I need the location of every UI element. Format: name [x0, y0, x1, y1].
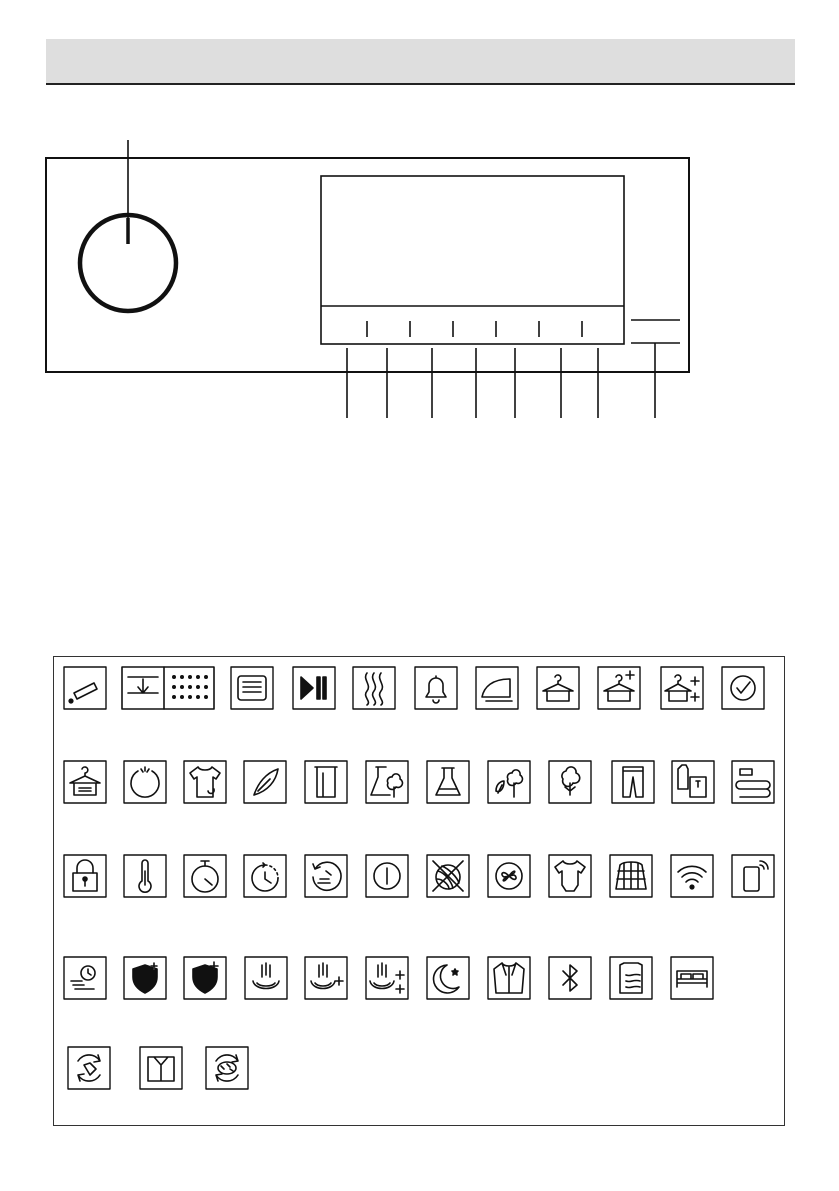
- water-hardness-icon: [122, 667, 214, 709]
- flask-cotton-icon: [366, 761, 408, 803]
- fan-icon: [488, 855, 530, 897]
- start-pause-icon: [293, 667, 335, 709]
- baby-icon: [549, 855, 591, 897]
- cotton-icon: [549, 761, 591, 803]
- self-clean-icon: [206, 1047, 248, 1089]
- hanger-cupboard-icon: [64, 761, 106, 803]
- jacket-icon: [488, 957, 530, 999]
- rinse-timer-icon: [305, 855, 347, 897]
- drum-clean-icon: [68, 1047, 110, 1089]
- quick-icon: [124, 761, 166, 803]
- checkmark-icon: [722, 667, 764, 709]
- bed-icon: [671, 957, 713, 999]
- wool-icon: [427, 855, 469, 897]
- hanger-plus-plus-icon: [661, 667, 703, 709]
- stopwatch-icon: [184, 855, 226, 897]
- anti-crease-icon: [610, 957, 652, 999]
- dispenser-icon: [64, 667, 106, 709]
- stain-shirt-icon: [184, 761, 226, 803]
- feather-icon: [244, 761, 286, 803]
- steam-icon: [353, 667, 395, 709]
- shirt-box-icon: [140, 1047, 182, 1089]
- down-jacket-icon: [610, 855, 652, 897]
- control-panel-diagram: [0, 0, 839, 430]
- display-button-ticks: [367, 321, 582, 337]
- eco-cotton-icon: [488, 761, 530, 803]
- lock-icon: [64, 855, 106, 897]
- night-icon: [427, 957, 469, 999]
- jeans-icon: [612, 761, 654, 803]
- mixed-icon: [672, 761, 714, 803]
- hanger-icon: [537, 667, 579, 709]
- drum-steam-icon: [245, 957, 287, 999]
- power-icon: [366, 855, 408, 897]
- shield-plus-icon: [184, 957, 226, 999]
- drum-steam-plus-plus-icon: [366, 957, 408, 999]
- flask-icon: [427, 761, 469, 803]
- bell-icon: [415, 667, 457, 709]
- hanger-plus-icon: [598, 667, 640, 709]
- wifi-icon: [671, 855, 713, 897]
- symbols-grid: [54, 657, 786, 1127]
- quick-dry-icon: [64, 957, 106, 999]
- program-list-icon: [231, 667, 273, 709]
- thermometer-icon: [124, 855, 166, 897]
- towel-icon: [305, 761, 347, 803]
- symbols-legend: [53, 656, 785, 1126]
- bluetooth-icon: [549, 957, 591, 999]
- iron-icon: [476, 667, 518, 709]
- remote-phone-icon: [732, 855, 774, 897]
- display-screen: [321, 176, 624, 344]
- shield-icon: [124, 957, 166, 999]
- panel-outline: [46, 158, 689, 372]
- delay-timer-icon: [244, 855, 286, 897]
- callout-lines: [347, 343, 655, 418]
- drum-steam-plus-icon: [305, 957, 347, 999]
- bedding-icon: [732, 761, 774, 803]
